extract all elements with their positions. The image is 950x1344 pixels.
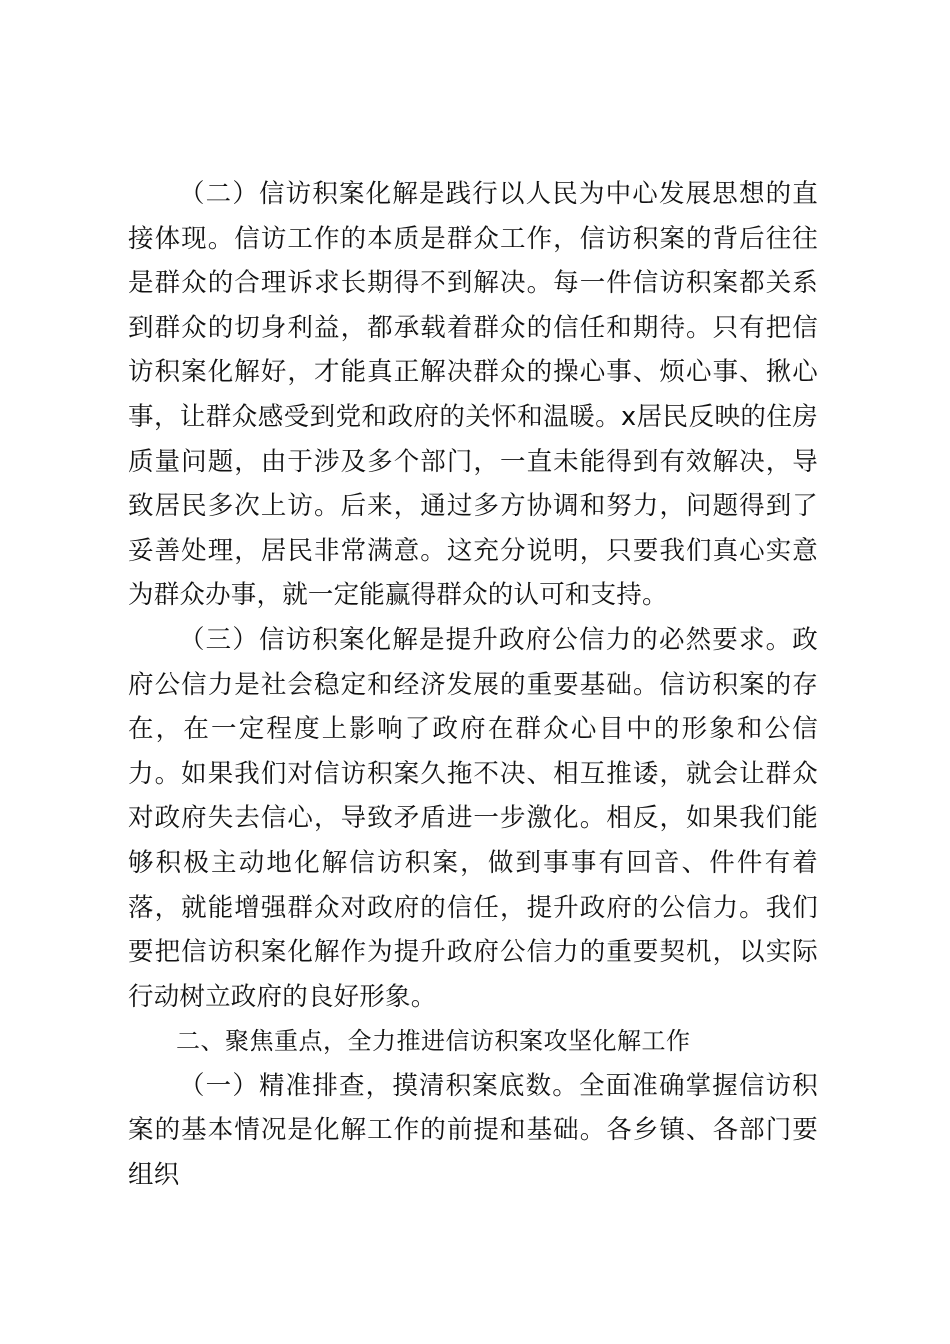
document-body — [128, 172, 818, 1198]
paragraph-3: （三）信访积案化解是提升政府公信力的必然要求。政府公信力是社会稳定和经济发展的重要基础。信访积案的存在，在一定程度上影响了政府在群众心目中的形象和公信力。如果我们对信访积案久拖不决、相互推诿，就会让群众对政府失去信心，导致矛盾进一步激化。相反，如果我们能够积极主动地化解信访积案，做到事事有回音、件件有着落，就能增强群众对政府的信任，提升政府的公信力。我们要把信访积案化解作为提升政府公信力的重要契机，以实际行动树立政府的良好形象。 — [128, 624, 818, 1012]
paragraph-2: （二）信访积案化解是践行以人民为中心发展思想的直接体现。信访工作的本质是群众工作，信访积案的背后往往是群众的合理诉求长期得不到解决。每一件信访积案都关系到群众的切身利益，都承载着群众的信任和期待。只有把信访积案化解好，才能真正解决群众的操心事、烦心事、揪心事，让群众感受到党和政府的关怀和温暖。x居民反映的住房质量问题，由于涉及多个部门，一直未能得到有效解决，导致居民多次上访。后来，通过多方协调和努力，问题得到了妥善处理，居民非常满意。这充分说明，只要我们真心实意为群众办事，就一定能赢得群众的认可和支持。 — [128, 179, 818, 611]
paragraph-section-2-1: （一）精准排查，摸清积案底数。全面准确掌握信访积案的基本情况是化解工作的前提和基础。各乡镇、各部门要组织 — [128, 1070, 818, 1191]
section-heading: 二、聚焦重点，全力推进信访积案攻坚化解工作 — [176, 1027, 691, 1056]
